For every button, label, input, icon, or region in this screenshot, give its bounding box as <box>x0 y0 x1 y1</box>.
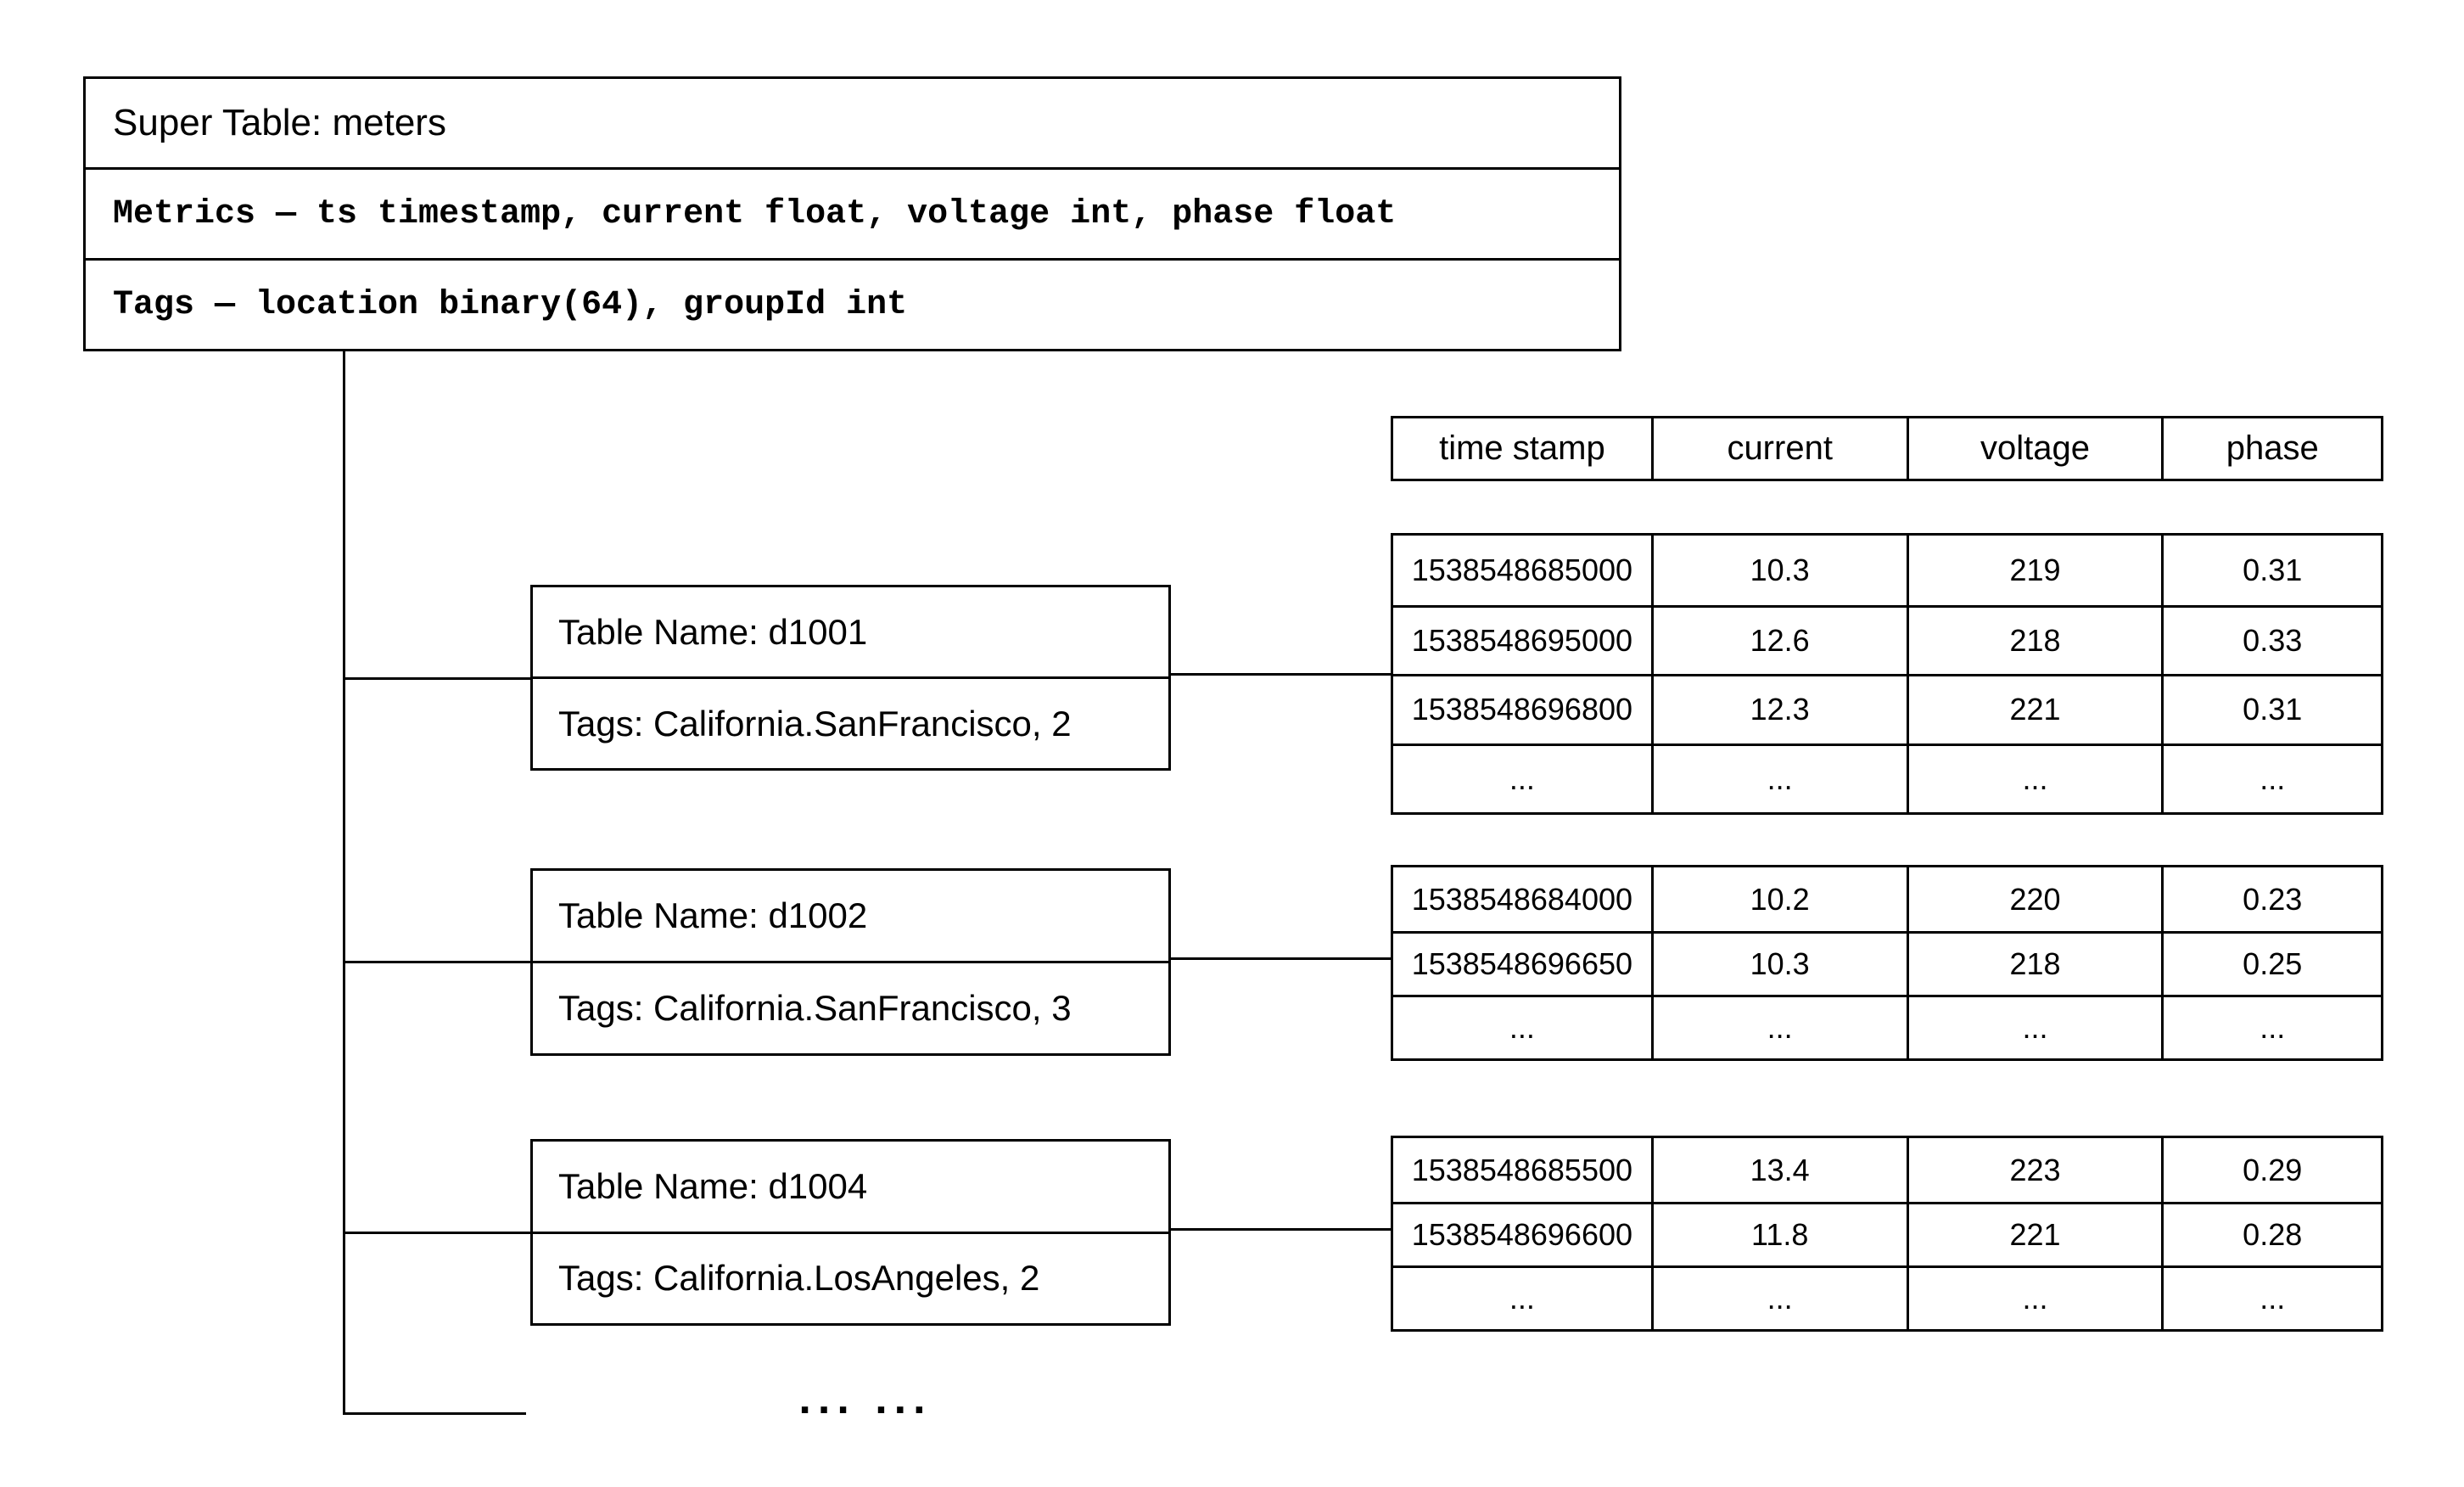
table-cell: ... <box>1651 995 1907 1058</box>
subtable-box-d1004 <box>530 1139 1171 1326</box>
table-cell: 0.29 <box>2161 1138 2381 1202</box>
table-cell: 220 <box>1907 867 2162 931</box>
table-cell: 0.31 <box>2161 674 2381 744</box>
table-cell: ... <box>1393 995 1651 1058</box>
column-header-voltage: voltage <box>1907 418 2162 479</box>
table-cell: 1538548685000 <box>1411 552 1633 587</box>
branch-line-d1001 <box>343 677 530 680</box>
table-cell: 0.28 <box>2161 1202 2381 1265</box>
connector-line-d1004 <box>1171 1228 1391 1231</box>
trunk-line <box>343 351 345 1415</box>
branch-line-d1004 <box>343 1232 530 1234</box>
subtable-box-d1002 <box>530 868 1171 1056</box>
connector-line-d1001 <box>1171 673 1391 676</box>
table-cell: 1538548684000 <box>1411 881 1633 917</box>
table-cell: ... <box>2161 1265 2381 1329</box>
subtable-box-d1001 <box>530 585 1171 771</box>
table-cell: 0.33 <box>2161 605 2381 675</box>
table-cell: 1538548685500 <box>1411 1152 1633 1187</box>
table-cell: 1538548696600 <box>1393 1202 1651 1265</box>
table-cell: ... <box>1907 1265 2162 1329</box>
connector-line-d1002 <box>1171 957 1391 960</box>
table-cell: 223 <box>1907 1138 2162 1202</box>
subtable-tags: Tags: California.LosAngeles, 2 <box>533 1232 1168 1324</box>
table-cell: ... <box>1393 1265 1651 1329</box>
column-header-table <box>1391 416 2383 481</box>
super-table-box <box>83 76 1621 351</box>
branch-line-more <box>343 1412 526 1415</box>
table-cell: 13.4 <box>1651 1138 1907 1202</box>
subtable-tags: Tags: California.SanFrancisco, 2 <box>533 676 1168 768</box>
table-cell: ... <box>2161 744 2381 813</box>
table-cell: ... <box>1393 744 1651 813</box>
table-cell: ... <box>1651 1265 1907 1329</box>
column-header-current: current <box>1651 418 1907 479</box>
super-table-metrics: Metrics — ts timestamp, current float, voltage int, phase float <box>86 167 1619 258</box>
subtable-name: Table Name: d1001 <box>558 611 868 652</box>
table-cell: 221 <box>1907 674 2162 744</box>
table-cell: 10.2 <box>1651 867 1907 931</box>
table-cell: ... <box>1907 744 2162 813</box>
column-header-phase: phase <box>2161 418 2381 479</box>
table-cell: 1538548696800 <box>1393 674 1651 744</box>
subtable-tags: Tags: California.SanFrancisco, 3 <box>533 961 1168 1053</box>
table-cell: 0.25 <box>2161 931 2381 995</box>
data-table-d1002 <box>1391 865 2383 1061</box>
column-header-timestamp: time stamp <box>1439 429 1605 467</box>
table-cell: 12.6 <box>1651 605 1907 675</box>
table-cell: 0.31 <box>2161 536 2381 605</box>
table-cell: 218 <box>1907 605 2162 675</box>
super-table-tags: Tags — location binary(64), groupId int <box>86 258 1619 349</box>
table-cell: 219 <box>1907 536 2162 605</box>
table-cell: 10.3 <box>1651 536 1907 605</box>
table-cell: 11.8 <box>1651 1202 1907 1265</box>
table-cell: 221 <box>1907 1202 2162 1265</box>
branch-line-d1002 <box>343 961 530 963</box>
table-cell: 0.23 <box>2161 867 2381 931</box>
table-cell: ... <box>1907 995 2162 1058</box>
table-cell: 1538548695000 <box>1393 605 1651 675</box>
data-table-d1004 <box>1391 1136 2383 1332</box>
table-cell: 10.3 <box>1651 931 1907 995</box>
super-table-title: Super Table: meters <box>113 102 446 143</box>
table-cell: ... <box>2161 995 2381 1058</box>
table-cell: 1538548696650 <box>1393 931 1651 995</box>
table-cell: 218 <box>1907 931 2162 995</box>
table-cell: 12.3 <box>1651 674 1907 744</box>
subtable-name: Table Name: d1004 <box>558 1165 868 1206</box>
table-cell: ... <box>1651 744 1907 813</box>
data-table-d1001 <box>1391 533 2383 815</box>
subtable-name: Table Name: d1002 <box>558 895 868 935</box>
more-tables-ellipsis: ... ... <box>798 1374 932 1423</box>
